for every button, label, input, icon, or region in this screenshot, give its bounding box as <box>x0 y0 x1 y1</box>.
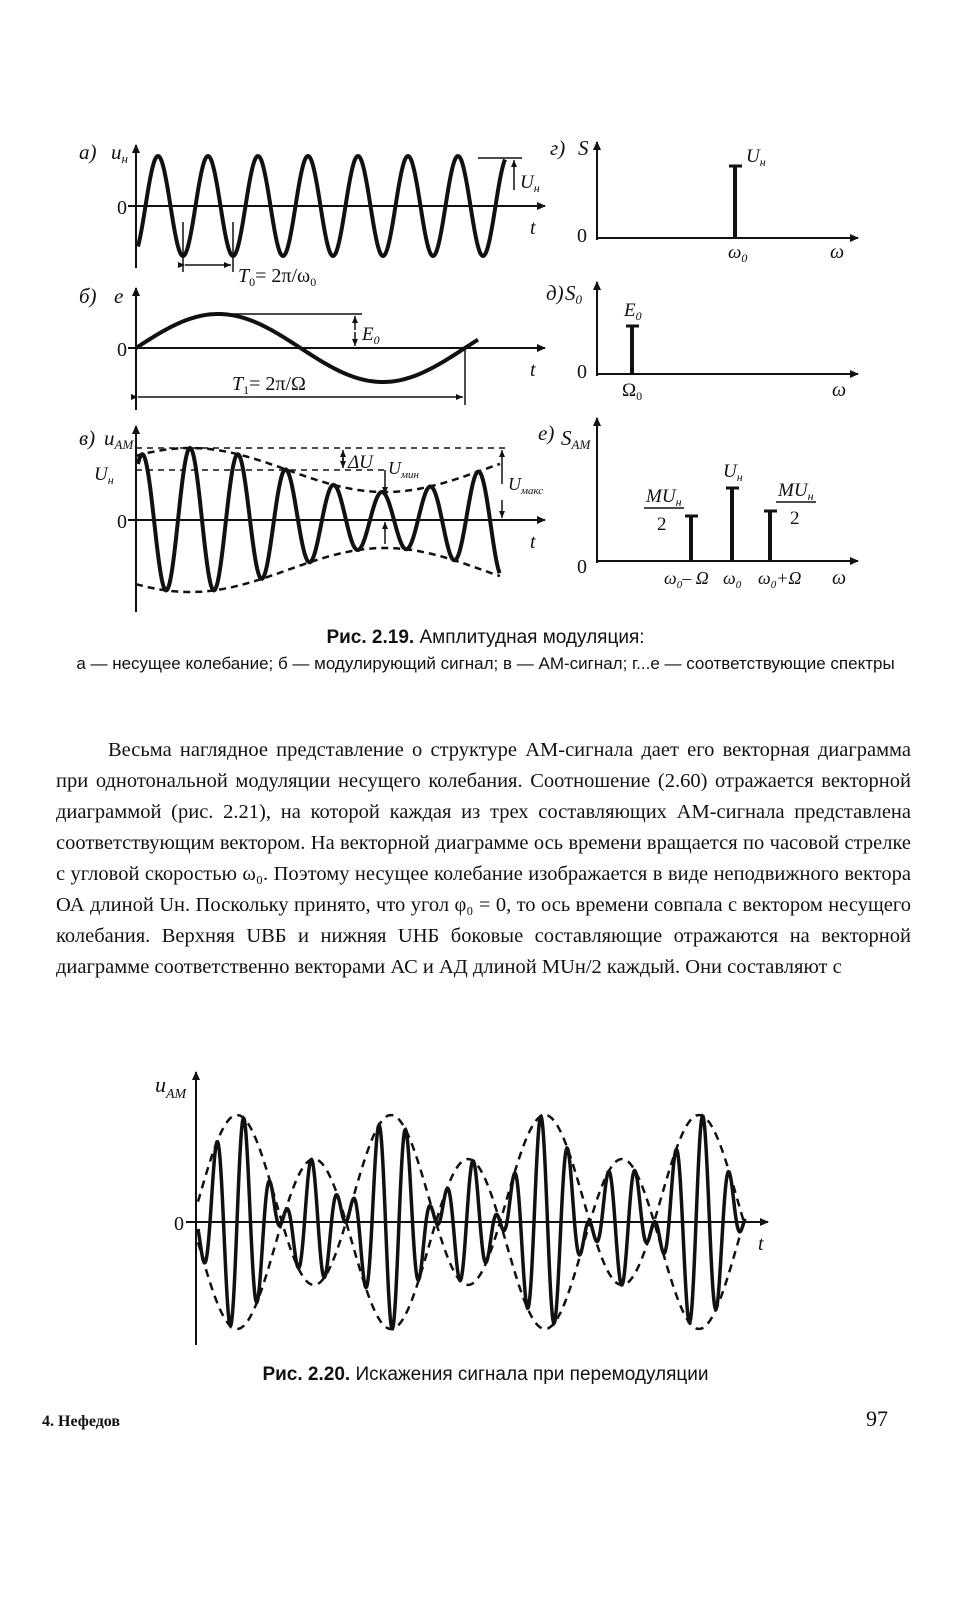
panel-e-xlabel: ω <box>832 567 847 589</box>
panel-v <box>79 426 545 612</box>
panel-d-label: д) <box>546 281 564 305</box>
panel-v-carrier-label: $U_н$ <box>94 464 114 487</box>
panel-e-right-num: $MU_н$ <box>778 480 814 503</box>
panel-b-period-label: $T_1= 2\pi/\Omega$ <box>232 373 306 397</box>
panel-d-tick: $\Omega_0$ <box>622 380 643 403</box>
figure-2-19-caption-body: а — несущее колебание; б — модулирующий сигнал; в — АМ-сигнал; г...е — соответствующие спектры <box>76 654 895 673</box>
panel-e-label: е) <box>538 421 555 445</box>
panel-v-zero: 0 <box>117 511 127 533</box>
panel-g-line-label: $U_н$ <box>746 146 766 169</box>
panel-g-xlabel: ω <box>830 241 845 263</box>
figure-2-20-xlabel: t <box>758 1233 764 1255</box>
panel-e-tick-left: $\omega_0-$ Ω <box>664 568 709 591</box>
panel-v-label: в) <box>79 426 96 450</box>
panel-e <box>538 418 858 591</box>
panel-g <box>550 136 858 265</box>
figure-2-20-zero: 0 <box>174 1213 184 1235</box>
panel-e-ylabel: SAM <box>561 426 591 452</box>
panel-b <box>79 284 545 410</box>
panel-b-ylabel: e <box>114 284 124 308</box>
panel-g-ylabel: S <box>578 136 589 160</box>
figure-2-19-caption-number: Рис. 2.19. <box>326 627 415 648</box>
panel-e-tick-right: $\omega_0+\Omega$ <box>758 568 802 591</box>
panel-e-right-den: 2 <box>790 508 800 529</box>
panel-e-center-label: $U_н$ <box>723 461 743 484</box>
panel-d-xlabel: ω <box>832 379 847 401</box>
panel-a-label: а) <box>79 140 97 164</box>
figure-2-20-envelope-top <box>198 1115 744 1285</box>
panel-e-zero: 0 <box>577 556 587 578</box>
figure-2-20-caption-text: Искажения сигнала при перемодуляции <box>355 1364 709 1385</box>
panel-v-ylabel: uAM <box>104 426 134 452</box>
panel-a-xlabel: t <box>530 217 536 239</box>
figure-2-19 <box>0 0 971 625</box>
figure-2-20-ylabel: $u_{AM}$ <box>155 1072 187 1102</box>
panel-g-zero: 0 <box>577 225 587 247</box>
panel-e-left-num: $MU_н$ <box>646 486 682 509</box>
body-paragraph-text: Весьма наглядное представление о структуре АМ-сигнала дает его векторная диаграмма при однотональной модуляции несущего колебания. Соотношение (2.60) отражается векторной диаграммой (рис. 2.21), на которой каждая из трех составляющих АМ-сигнала представлена соответствующим вектором. На векторной диаграмме ось времени вращается по часовой стрелке с угловой скоростью ω₀. Поэтому несущее колебание изображается в виде неподвижного вектора ОА длиной Uн. Поскольку принято, что угол φ₀ = 0, то ось времени совпала с вектором несущего колебания. Верхняя UВБ и нижняя UНБ боковые составляющие отражаются на векторной диаграмме соответственно векторами АС и АД длиной MUн/2 каждый. Они составляют с <box>56 739 911 978</box>
panel-v-xlabel: t <box>530 531 536 553</box>
figure-2-20-caption <box>40 1364 931 1386</box>
figure-2-20 <box>0 1060 971 1360</box>
panel-d <box>546 281 858 403</box>
panel-g-label: г) <box>550 136 566 160</box>
panel-a-amp-label: $U_н$ <box>520 172 540 195</box>
panel-b-zero: 0 <box>117 339 127 361</box>
figure-2-19-caption-text: Амплитудная модуляция: <box>419 627 645 648</box>
panel-g-tick: $\omega_0$ <box>728 242 748 265</box>
figure-2-20-caption-number: Рис. 2.20. <box>262 1364 351 1385</box>
panel-b-xlabel: t <box>530 359 536 381</box>
panel-d-line-label: $E_0$ <box>624 300 642 323</box>
page-number: 97 <box>866 1406 888 1431</box>
panel-e-left-den: 2 <box>657 514 667 535</box>
panel-e-tick-center: $\omega_0$ <box>723 568 742 591</box>
panel-a-period-label: $T_0= 2\pi/\omega_0$ <box>238 265 317 289</box>
figure-2-19-caption-title <box>40 627 931 649</box>
body-paragraph <box>56 735 911 983</box>
panel-d-ylabel: S0 <box>565 281 582 307</box>
panel-d-zero: 0 <box>577 361 587 383</box>
panel-b-amp-label: $E_0$ <box>362 324 380 347</box>
footer-signature: 4. Нефедов <box>42 1413 121 1430</box>
panel-b-label: б) <box>79 284 97 308</box>
panel-a <box>79 140 545 289</box>
panel-v-delta-label: ΔU <box>348 452 373 473</box>
panel-v-envelope-bottom <box>136 548 500 592</box>
panel-v-max-label: $U_{макс}$ <box>508 474 544 497</box>
panel-a-ylabel: uн <box>111 140 128 166</box>
panel-v-min-label: $U_{мин}$ <box>388 458 419 481</box>
panel-a-zero: 0 <box>117 197 127 219</box>
